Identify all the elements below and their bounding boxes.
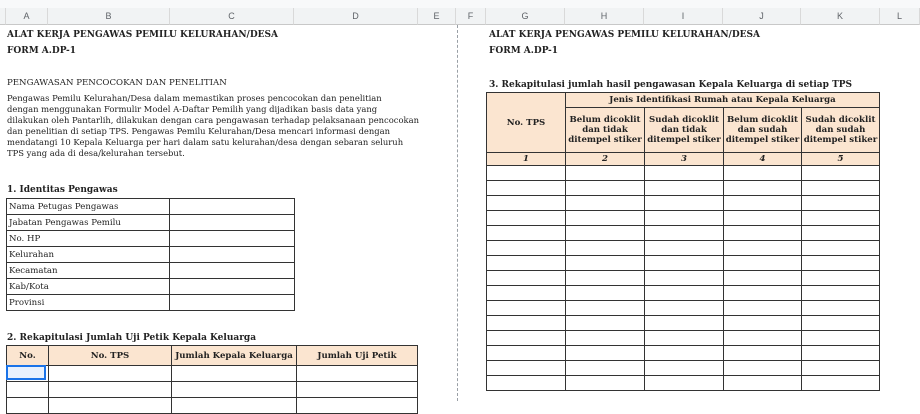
cell[interactable]: [566, 286, 645, 301]
table-row: [487, 271, 880, 286]
cell[interactable]: [724, 226, 802, 241]
cell[interactable]: [487, 376, 566, 391]
cell[interactable]: [566, 301, 645, 316]
header-belum-tidak: [566, 108, 645, 153]
column-number: 5: [802, 153, 880, 166]
cell[interactable]: [802, 211, 880, 226]
cell[interactable]: [724, 271, 802, 286]
table-row: [487, 256, 880, 271]
cell[interactable]: [724, 241, 802, 256]
header-line: Sudah dicoklit: [805, 115, 876, 125]
table-row: [7, 398, 418, 414]
cell[interactable]: [802, 301, 880, 316]
cell[interactable]: [487, 226, 566, 241]
cell[interactable]: [645, 346, 724, 361]
table-row: [487, 346, 880, 361]
column-header-h[interactable]: H: [565, 8, 644, 25]
cell[interactable]: [172, 382, 297, 398]
column-header-d[interactable]: D: [294, 8, 418, 25]
column-header-g[interactable]: G: [486, 8, 565, 25]
cell[interactable]: [566, 271, 645, 286]
cell[interactable]: [724, 331, 802, 346]
cell[interactable]: [802, 241, 880, 256]
header-jumlah-uji-petik: Jumlah Uji Petik: [297, 346, 418, 366]
header-line: ditempel stiker: [568, 135, 642, 145]
header-belum-sudah: [724, 108, 802, 153]
page-break-line: [457, 25, 458, 401]
cell[interactable]: [645, 256, 724, 271]
cell[interactable]: [645, 361, 724, 376]
table-row: [7, 199, 295, 215]
header-sudah-tidak: [645, 108, 724, 153]
cell[interactable]: [487, 256, 566, 271]
paragraph-line: dilakukan oleh Pantarlih, dilakukan dengan cara pengawasan terhadap pelaksanaan pencocokan: [7, 115, 419, 125]
cell[interactable]: [802, 166, 880, 181]
identity-value-cell[interactable]: [170, 247, 295, 263]
cell[interactable]: [724, 256, 802, 271]
formula-bar-strip: [0, 0, 920, 8]
cell[interactable]: [487, 211, 566, 226]
paragraph-line: TPS yang ada di desa/kelurahan tersebut.: [7, 148, 185, 158]
cell[interactable]: [487, 346, 566, 361]
cell[interactable]: [724, 196, 802, 211]
table-row: [7, 279, 295, 295]
identity-label: Nama Petugas Pengawas: [7, 199, 170, 215]
header-line: Belum dicoklit: [569, 115, 641, 125]
table-row: [487, 286, 880, 301]
cell[interactable]: [802, 376, 880, 391]
cell[interactable]: [724, 376, 802, 391]
cell[interactable]: [645, 286, 724, 301]
column-header-l[interactable]: L: [880, 8, 920, 25]
cell[interactable]: [49, 366, 172, 382]
cell[interactable]: [566, 241, 645, 256]
cell[interactable]: [566, 226, 645, 241]
rekap-heading: 3. Rekapitulasi jumlah hasil pengawasan Kepala Keluarga di setiap TPS: [489, 80, 853, 90]
cell[interactable]: [802, 271, 880, 286]
cell[interactable]: [487, 331, 566, 346]
rekap-body: [487, 166, 880, 391]
header-line: ditempel stiker: [803, 135, 878, 145]
cell[interactable]: [645, 226, 724, 241]
header-line: dan sudah: [737, 125, 788, 135]
cell[interactable]: [802, 196, 880, 211]
cell[interactable]: [487, 361, 566, 376]
identity-label: No. HP: [7, 231, 170, 247]
cell[interactable]: [7, 398, 49, 414]
cell[interactable]: [487, 271, 566, 286]
table-row: [487, 376, 880, 391]
left-form-code: FORM A.DP-1: [7, 46, 76, 56]
cell[interactable]: [645, 271, 724, 286]
section-heading: PENGAWASAN PENCOCOKAN DAN PENELITIAN: [7, 78, 227, 88]
selected-cell-highlight[interactable]: [6, 365, 46, 380]
cell[interactable]: [802, 181, 880, 196]
column-header-i[interactable]: I: [644, 8, 723, 25]
paragraph-line: mendatangi 10 Kepala Keluarga per hari dalam satu kelurahan/desa dengan sebaran seluruh: [7, 137, 404, 147]
identity-table: [6, 198, 295, 311]
cell[interactable]: [645, 181, 724, 196]
table-row: [487, 361, 880, 376]
table-row: [7, 382, 418, 398]
header-sudah-sudah: [802, 108, 880, 153]
left-form-title: ALAT KERJA PENGAWAS PEMILU KELURAHAN/DESA: [7, 30, 278, 40]
identity-label: Kelurahan: [7, 247, 170, 263]
description-paragraph: [7, 93, 419, 159]
cell[interactable]: [724, 286, 802, 301]
paragraph-line: dengan menggunakan Formulir Model A-Daftar Pemilih yang dijadikan basis data yang: [7, 104, 378, 114]
header-line: dan tidak: [661, 125, 707, 135]
header-line: dan sudah: [815, 125, 866, 135]
cell[interactable]: [297, 398, 418, 414]
identity-value-cell[interactable]: [170, 199, 295, 215]
cell[interactable]: [487, 316, 566, 331]
cell[interactable]: [802, 226, 880, 241]
cell[interactable]: [724, 346, 802, 361]
identity-value-cell[interactable]: [170, 279, 295, 295]
cell[interactable]: [566, 361, 645, 376]
cell[interactable]: [802, 331, 880, 346]
cell[interactable]: [487, 241, 566, 256]
header-line: Sudah dicoklit: [649, 115, 719, 125]
identity-label: Provinsi: [7, 295, 170, 311]
cell[interactable]: [566, 331, 645, 346]
cell[interactable]: [724, 166, 802, 181]
cell[interactable]: [645, 331, 724, 346]
cell[interactable]: [487, 286, 566, 301]
identity-heading: 1. Identitas Pengawas: [7, 185, 118, 195]
identity-value-cell[interactable]: [170, 231, 295, 247]
table-row: [487, 196, 880, 211]
right-form-title: ALAT KERJA PENGAWAS PEMILU KELURAHAN/DESA: [489, 30, 760, 40]
column-header-a[interactable]: A: [6, 8, 48, 25]
header-line: ditempel stiker: [647, 135, 721, 145]
table-header-row: [487, 93, 880, 108]
cell[interactable]: [566, 196, 645, 211]
column-header-c[interactable]: C: [170, 8, 294, 25]
column-number: 3: [645, 153, 724, 166]
right-form-code: FORM A.DP-1: [489, 46, 558, 56]
table-row: [7, 215, 295, 231]
paragraph-line: dan penelitian di setiap TPS. Pengawas Pemilu Kelurahan/Desa mencari informasi dengan: [7, 126, 391, 136]
table-row: [487, 241, 880, 256]
table-row: [7, 263, 295, 279]
header-no-tps: No. TPS: [487, 93, 566, 153]
petik-heading: 2. Rekapitulasi Jumlah Uji Petik Kepala Keluarga: [7, 333, 257, 343]
cell[interactable]: [566, 181, 645, 196]
cell[interactable]: [566, 346, 645, 361]
identity-value-cell[interactable]: [170, 215, 295, 231]
cell[interactable]: [645, 316, 724, 331]
table-row: [487, 181, 880, 196]
cell[interactable]: [724, 181, 802, 196]
column-header-b[interactable]: B: [48, 8, 170, 25]
cell[interactable]: [645, 241, 724, 256]
table-row: [487, 166, 880, 181]
header-no: No.: [7, 346, 49, 366]
identity-label: Jabatan Pengawas Pemilu: [7, 215, 170, 231]
cell[interactable]: [645, 301, 724, 316]
cell[interactable]: [487, 301, 566, 316]
table-row: [7, 366, 418, 382]
cell[interactable]: [802, 316, 880, 331]
cell[interactable]: [724, 361, 802, 376]
table-row: [487, 301, 880, 316]
cell[interactable]: [487, 196, 566, 211]
cell[interactable]: [487, 166, 566, 181]
column-number: 1: [487, 153, 566, 166]
cell[interactable]: [724, 301, 802, 316]
cell[interactable]: [297, 382, 418, 398]
paragraph-line: Pengawas Pemilu Kelurahan/Desa dalam memastikan proses pencocokan dan penelitian: [7, 93, 382, 103]
cell[interactable]: [802, 346, 880, 361]
cell[interactable]: [802, 286, 880, 301]
cell[interactable]: [645, 166, 724, 181]
column-header-f[interactable]: F: [456, 8, 486, 25]
table-row: [487, 226, 880, 241]
cell[interactable]: [566, 376, 645, 391]
cell[interactable]: [566, 316, 645, 331]
cell[interactable]: [566, 166, 645, 181]
cell[interactable]: [49, 398, 172, 414]
table-row: [487, 316, 880, 331]
table-row: [487, 211, 880, 226]
cell[interactable]: [566, 211, 645, 226]
cell[interactable]: [172, 398, 297, 414]
column-header-k[interactable]: K: [801, 8, 880, 25]
header-line: dan tidak: [582, 125, 628, 135]
column-header-e[interactable]: E: [418, 8, 456, 25]
cell[interactable]: [172, 366, 297, 382]
column-header-j[interactable]: J: [723, 8, 801, 25]
cell[interactable]: [487, 181, 566, 196]
table-row: [7, 247, 295, 263]
rekap-table: [486, 92, 880, 391]
cell[interactable]: [645, 211, 724, 226]
identity-label: Kecamatan: [7, 263, 170, 279]
petik-table: [6, 345, 418, 414]
header-line: ditempel stiker: [725, 135, 800, 145]
cell[interactable]: [802, 361, 880, 376]
cell[interactable]: [724, 211, 802, 226]
cell[interactable]: [49, 382, 172, 398]
header-jumlah-kk: Jumlah Kepala Keluarga: [172, 346, 297, 366]
cell[interactable]: [802, 256, 880, 271]
column-number-row: [487, 153, 880, 166]
identity-value-cell[interactable]: [170, 263, 295, 279]
header-no-tps: No. TPS: [49, 346, 172, 366]
header-line: Belum dicoklit: [726, 115, 799, 125]
cell[interactable]: [566, 256, 645, 271]
cell[interactable]: [297, 366, 418, 382]
table-row: [7, 295, 295, 311]
column-number: 2: [566, 153, 645, 166]
identity-value-cell[interactable]: [170, 295, 295, 311]
column-number: 4: [724, 153, 802, 166]
table-header-row: [7, 346, 418, 366]
cell[interactable]: [7, 382, 49, 398]
identity-label: Kab/Kota: [7, 279, 170, 295]
cell[interactable]: [724, 316, 802, 331]
cell[interactable]: [645, 376, 724, 391]
cell[interactable]: [645, 196, 724, 211]
table-row: [7, 231, 295, 247]
table-row: [487, 331, 880, 346]
header-group: Jenis Identifikasi Rumah atau Kepala Keluarga: [566, 93, 880, 108]
